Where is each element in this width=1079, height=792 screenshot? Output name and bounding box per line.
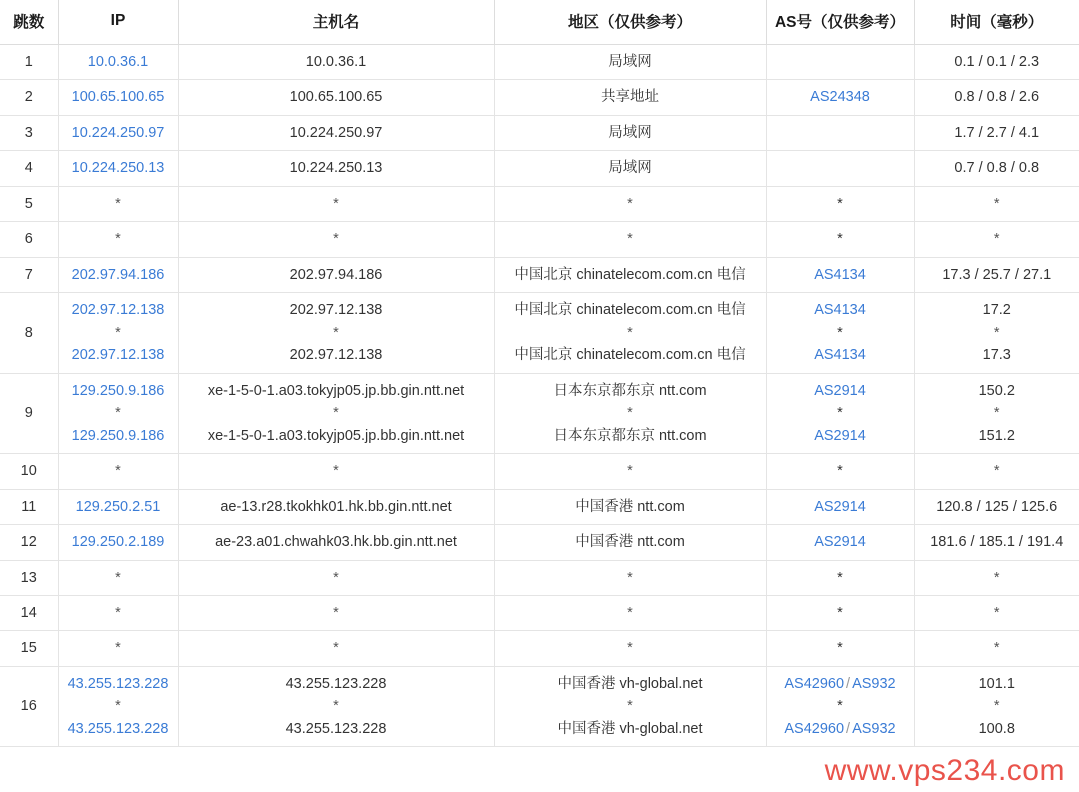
hostname-value: 202.97.12.138 (289, 347, 383, 364)
geo-value: * (627, 195, 633, 212)
geo-value: * (627, 405, 633, 422)
ip-link[interactable]: 10.224.250.97 (71, 124, 165, 141)
cell-geo (494, 45, 766, 80)
cell-ip (58, 151, 178, 186)
time-value: * (993, 640, 1000, 657)
hostname-value: * (333, 640, 339, 657)
column-header-hop: 跳数 (0, 0, 58, 45)
cell-asn (766, 222, 914, 257)
cell-hop: 14 (0, 595, 58, 630)
asn-placeholder: * (837, 569, 843, 586)
time-value: * (993, 195, 1000, 212)
table-row (0, 115, 1079, 150)
cell-asn (766, 293, 914, 373)
ip-placeholder: * (115, 405, 121, 422)
ip-placeholder: * (115, 324, 121, 341)
ip-placeholder: * (115, 463, 121, 480)
cell-geo (494, 373, 766, 453)
table-row (0, 595, 1079, 630)
asn-placeholder: * (837, 604, 843, 621)
cell-time (914, 45, 1079, 80)
cell-hop: 6 (0, 222, 58, 257)
ip-link[interactable]: 129.250.9.186 (71, 382, 165, 399)
table-row (0, 489, 1079, 524)
geo-value: * (627, 640, 633, 657)
cell-geo (494, 489, 766, 524)
cell-hostname (178, 560, 494, 595)
geo-value: 中国北京 chinatelecom.com.cn 电信 (514, 266, 746, 283)
asn-line (771, 264, 910, 286)
hostname-value: * (333, 698, 339, 715)
asn-link[interactable]: AS932 (852, 675, 896, 692)
time-value: 120.8 / 125 / 125.6 (936, 498, 1058, 515)
geo-value: 中国香港 ntt.com (575, 534, 685, 551)
table-row (0, 373, 1079, 453)
cell-hop: 9 (0, 373, 58, 453)
cell-geo (494, 186, 766, 221)
cell-asn (766, 525, 914, 560)
ip-placeholder: * (115, 569, 121, 586)
cell-ip (58, 525, 178, 560)
cell-hop: 7 (0, 257, 58, 292)
hostname-value: xe-1-5-0-1.a03.tokyjp05.jp.bb.gin.ntt.net (207, 382, 465, 399)
cell-hostname (178, 373, 494, 453)
cell-hostname (178, 115, 494, 150)
asn-separator: / (846, 675, 851, 692)
asn-placeholder: * (837, 640, 843, 657)
asn-line (771, 496, 910, 518)
cell-geo (494, 560, 766, 595)
time-value: 151.2 (978, 427, 1015, 444)
cell-asn (766, 373, 914, 453)
time-value: 0.8 / 0.8 / 2.6 (954, 89, 1040, 106)
cell-geo (494, 595, 766, 630)
cell-hop: 12 (0, 525, 58, 560)
ip-link[interactable]: 129.250.2.189 (71, 534, 165, 551)
asn-separator: / (846, 720, 851, 737)
hostname-value: ae-13.r28.tkokhk01.hk.bb.gin.ntt.net (220, 498, 452, 515)
ip-link[interactable]: 202.97.12.138 (71, 302, 165, 319)
asn-link[interactable]: AS4134 (814, 347, 866, 364)
asn-placeholder: * (837, 405, 843, 422)
table-row (0, 80, 1079, 115)
table-row (0, 257, 1079, 292)
cell-time (914, 115, 1079, 150)
cell-geo (494, 151, 766, 186)
hostname-value: 43.255.123.228 (285, 675, 387, 692)
geo-value: * (627, 231, 633, 248)
asn-line (771, 380, 910, 402)
hostname-value: * (333, 463, 339, 480)
cell-ip (58, 560, 178, 595)
time-value: * (993, 405, 1000, 422)
cell-asn (766, 631, 914, 666)
time-value: 181.6 / 185.1 / 191.4 (930, 534, 1064, 551)
cell-geo (494, 631, 766, 666)
cell-hostname (178, 595, 494, 630)
cell-ip (58, 454, 178, 489)
asn-line (771, 695, 910, 717)
cell-ip (58, 631, 178, 666)
cell-ip (58, 45, 178, 80)
time-value: * (993, 231, 1000, 248)
cell-ip (58, 373, 178, 453)
time-value: 100.8 (978, 720, 1015, 737)
asn-line (771, 402, 910, 424)
cell-hop: 8 (0, 293, 58, 373)
table-row (0, 631, 1079, 666)
cell-asn (766, 257, 914, 292)
time-value: 17.3 / 25.7 / 27.1 (942, 266, 1052, 283)
cell-hop: 5 (0, 186, 58, 221)
watermark: www.vps234.com (824, 754, 1065, 787)
cell-geo (494, 525, 766, 560)
cell-ip (58, 186, 178, 221)
ip-link[interactable]: 202.97.94.186 (71, 266, 165, 283)
asn-line (771, 344, 910, 366)
cell-ip (58, 489, 178, 524)
asn-link[interactable]: AS42960 (784, 720, 845, 737)
cell-hop: 1 (0, 45, 58, 80)
cell-asn (766, 489, 914, 524)
asn-line (771, 122, 910, 144)
asn-line (771, 673, 910, 695)
column-header-asn: AS号（仅供参考） (766, 0, 914, 45)
hostname-value: 100.65.100.65 (289, 89, 383, 106)
hostname-value: 10.0.36.1 (305, 54, 367, 70)
ip-link[interactable]: 43.255.123.228 (67, 720, 169, 737)
hostname-value: 43.255.123.228 (285, 720, 387, 737)
asn-placeholder: * (837, 324, 843, 341)
cell-time (914, 595, 1079, 630)
asn-line (771, 531, 910, 553)
cell-time (914, 631, 1079, 666)
table-row (0, 525, 1079, 560)
asn-link[interactable]: AS932 (852, 720, 896, 737)
cell-hop: 10 (0, 454, 58, 489)
time-value: * (993, 604, 1000, 621)
cell-asn (766, 45, 914, 80)
asn-link[interactable]: AS2914 (814, 498, 866, 515)
asn-placeholder: * (837, 463, 843, 480)
ip-link[interactable]: 10.0.36.1 (87, 54, 149, 70)
time-value: 150.2 (978, 382, 1015, 399)
geo-value: 中国北京 chinatelecom.com.cn 电信 (514, 302, 746, 319)
table-row (0, 560, 1079, 595)
asn-link[interactable]: AS2914 (814, 382, 866, 399)
time-value: 101.1 (978, 675, 1015, 692)
asn-line (771, 51, 910, 73)
geo-value: 局域网 (608, 124, 652, 141)
hostname-value: * (333, 324, 339, 341)
cell-hop: 3 (0, 115, 58, 150)
cell-hostname (178, 489, 494, 524)
asn-line (771, 157, 910, 179)
asn-line (771, 637, 910, 659)
hostname-value: 202.97.94.186 (289, 266, 383, 283)
cell-hostname (178, 454, 494, 489)
cell-hostname (178, 186, 494, 221)
cell-hop: 16 (0, 666, 58, 746)
asn-line (771, 299, 910, 321)
time-value: 17.2 (982, 302, 1011, 319)
cell-asn (766, 595, 914, 630)
time-value: * (993, 569, 1000, 586)
cell-asn (766, 560, 914, 595)
cell-geo (494, 293, 766, 373)
geo-value: 共享地址 (601, 89, 659, 106)
geo-value: 中国香港 ntt.com (575, 498, 685, 515)
hostname-value: * (333, 405, 339, 422)
cell-geo (494, 222, 766, 257)
cell-time (914, 186, 1079, 221)
cell-ip (58, 222, 178, 257)
asn-link[interactable]: AS4134 (814, 302, 866, 319)
cell-time (914, 666, 1079, 746)
table-row (0, 454, 1079, 489)
time-value: 17.3 (982, 347, 1011, 364)
cell-geo (494, 80, 766, 115)
cell-geo (494, 666, 766, 746)
cell-hostname (178, 80, 494, 115)
time-value: * (993, 324, 1000, 341)
geo-value: 中国北京 chinatelecom.com.cn 电信 (514, 347, 746, 364)
cell-time (914, 560, 1079, 595)
hostname-value: xe-1-5-0-1.a03.tokyjp05.jp.bb.gin.ntt.net (207, 427, 465, 444)
cell-ip (58, 293, 178, 373)
time-value: 0.7 / 0.8 / 0.8 (954, 160, 1040, 177)
cell-hop: 2 (0, 80, 58, 115)
cell-time (914, 489, 1079, 524)
cell-hostname (178, 293, 494, 373)
table-row (0, 666, 1079, 746)
table-row (0, 186, 1079, 221)
geo-value: 日本东京都东京 ntt.com (553, 382, 707, 399)
cell-hostname (178, 631, 494, 666)
table-body (0, 45, 1079, 747)
geo-value: 中国香港 vh-global.net (557, 720, 703, 737)
ip-link[interactable]: 43.255.123.228 (67, 675, 169, 692)
asn-line (771, 718, 910, 740)
time-value: 0.1 / 0.1 / 2.3 (954, 54, 1040, 70)
cell-ip (58, 666, 178, 746)
time-value: 1.7 / 2.7 / 4.1 (954, 124, 1040, 141)
cell-hostname (178, 257, 494, 292)
column-header-ip: IP (58, 0, 178, 45)
cell-asn (766, 454, 914, 489)
geo-value: 局域网 (608, 54, 652, 70)
table-row (0, 293, 1079, 373)
cell-hop: 11 (0, 489, 58, 524)
asn-line (771, 460, 910, 482)
table-row (0, 222, 1079, 257)
geo-value: * (627, 569, 633, 586)
cell-hostname (178, 222, 494, 257)
cell-time (914, 151, 1079, 186)
cell-hostname (178, 151, 494, 186)
cell-time (914, 293, 1079, 373)
cell-time (914, 80, 1079, 115)
column-header-time: 时间（毫秒） (914, 0, 1079, 45)
ip-placeholder: * (115, 195, 121, 212)
time-value: * (993, 463, 1000, 480)
cell-time (914, 222, 1079, 257)
cell-hostname (178, 525, 494, 560)
cell-hop: 15 (0, 631, 58, 666)
cell-time (914, 454, 1079, 489)
geo-value: * (627, 698, 633, 715)
hostname-value: 202.97.12.138 (289, 302, 383, 319)
geo-value: 局域网 (608, 160, 652, 177)
geo-value: 中国香港 vh-global.net (557, 675, 703, 692)
cell-hostname (178, 45, 494, 80)
asn-placeholder: * (837, 231, 843, 248)
asn-line (771, 567, 910, 589)
asn-link[interactable]: AS2914 (814, 534, 866, 551)
cell-hop: 4 (0, 151, 58, 186)
ip-placeholder: * (115, 640, 121, 657)
asn-link[interactable]: AS4134 (814, 266, 866, 283)
time-value: * (993, 698, 1000, 715)
ip-placeholder: * (115, 231, 121, 248)
cell-hop: 13 (0, 560, 58, 595)
ip-link[interactable]: 202.97.12.138 (71, 347, 165, 364)
hostname-value: * (333, 604, 339, 621)
ip-link[interactable]: 129.250.9.186 (71, 427, 165, 444)
asn-line (771, 228, 910, 250)
geo-value: 日本东京都东京 ntt.com (553, 427, 707, 444)
hostname-value: 10.224.250.13 (289, 160, 383, 177)
hostname-value: 10.224.250.97 (289, 124, 383, 141)
cell-ip (58, 80, 178, 115)
cell-time (914, 257, 1079, 292)
asn-placeholder: * (837, 195, 843, 212)
geo-value: * (627, 463, 633, 480)
ip-link[interactable]: 10.224.250.13 (71, 160, 165, 177)
asn-line (771, 193, 910, 215)
asn-placeholder: * (837, 698, 843, 715)
table-row (0, 45, 1079, 80)
ip-link[interactable]: 129.250.2.51 (75, 498, 161, 515)
cell-asn (766, 80, 914, 115)
cell-asn (766, 186, 914, 221)
cell-hostname (178, 666, 494, 746)
asn-link[interactable]: AS42960 (784, 675, 845, 692)
hostname-value: ae-23.a01.chwahk03.hk.bb.gin.ntt.net (215, 534, 457, 551)
table-row (0, 151, 1079, 186)
cell-asn (766, 151, 914, 186)
column-header-geo: 地区（仅供参考） (494, 0, 766, 45)
ip-link[interactable]: 100.65.100.65 (71, 89, 165, 106)
cell-asn (766, 666, 914, 746)
asn-link[interactable]: AS24348 (810, 89, 870, 106)
ip-placeholder: * (115, 604, 121, 621)
hostname-value: * (333, 569, 339, 586)
cell-geo (494, 257, 766, 292)
cell-time (914, 525, 1079, 560)
cell-ip (58, 115, 178, 150)
cell-ip (58, 257, 178, 292)
asn-line (771, 86, 910, 108)
geo-value: * (627, 324, 633, 341)
cell-time (914, 373, 1079, 453)
asn-line (771, 425, 910, 447)
asn-line (771, 322, 910, 344)
table-header (0, 0, 1079, 45)
cell-asn (766, 115, 914, 150)
asn-line (771, 602, 910, 624)
hostname-value: * (333, 195, 339, 212)
column-header-hostname: 主机名 (178, 0, 494, 45)
cell-ip (58, 595, 178, 630)
cell-geo (494, 454, 766, 489)
asn-link[interactable]: AS2914 (814, 427, 866, 444)
table-header-row (0, 0, 1079, 45)
ip-placeholder: * (115, 698, 121, 715)
geo-value: * (627, 604, 633, 621)
hostname-value: * (333, 231, 339, 248)
cell-geo (494, 115, 766, 150)
